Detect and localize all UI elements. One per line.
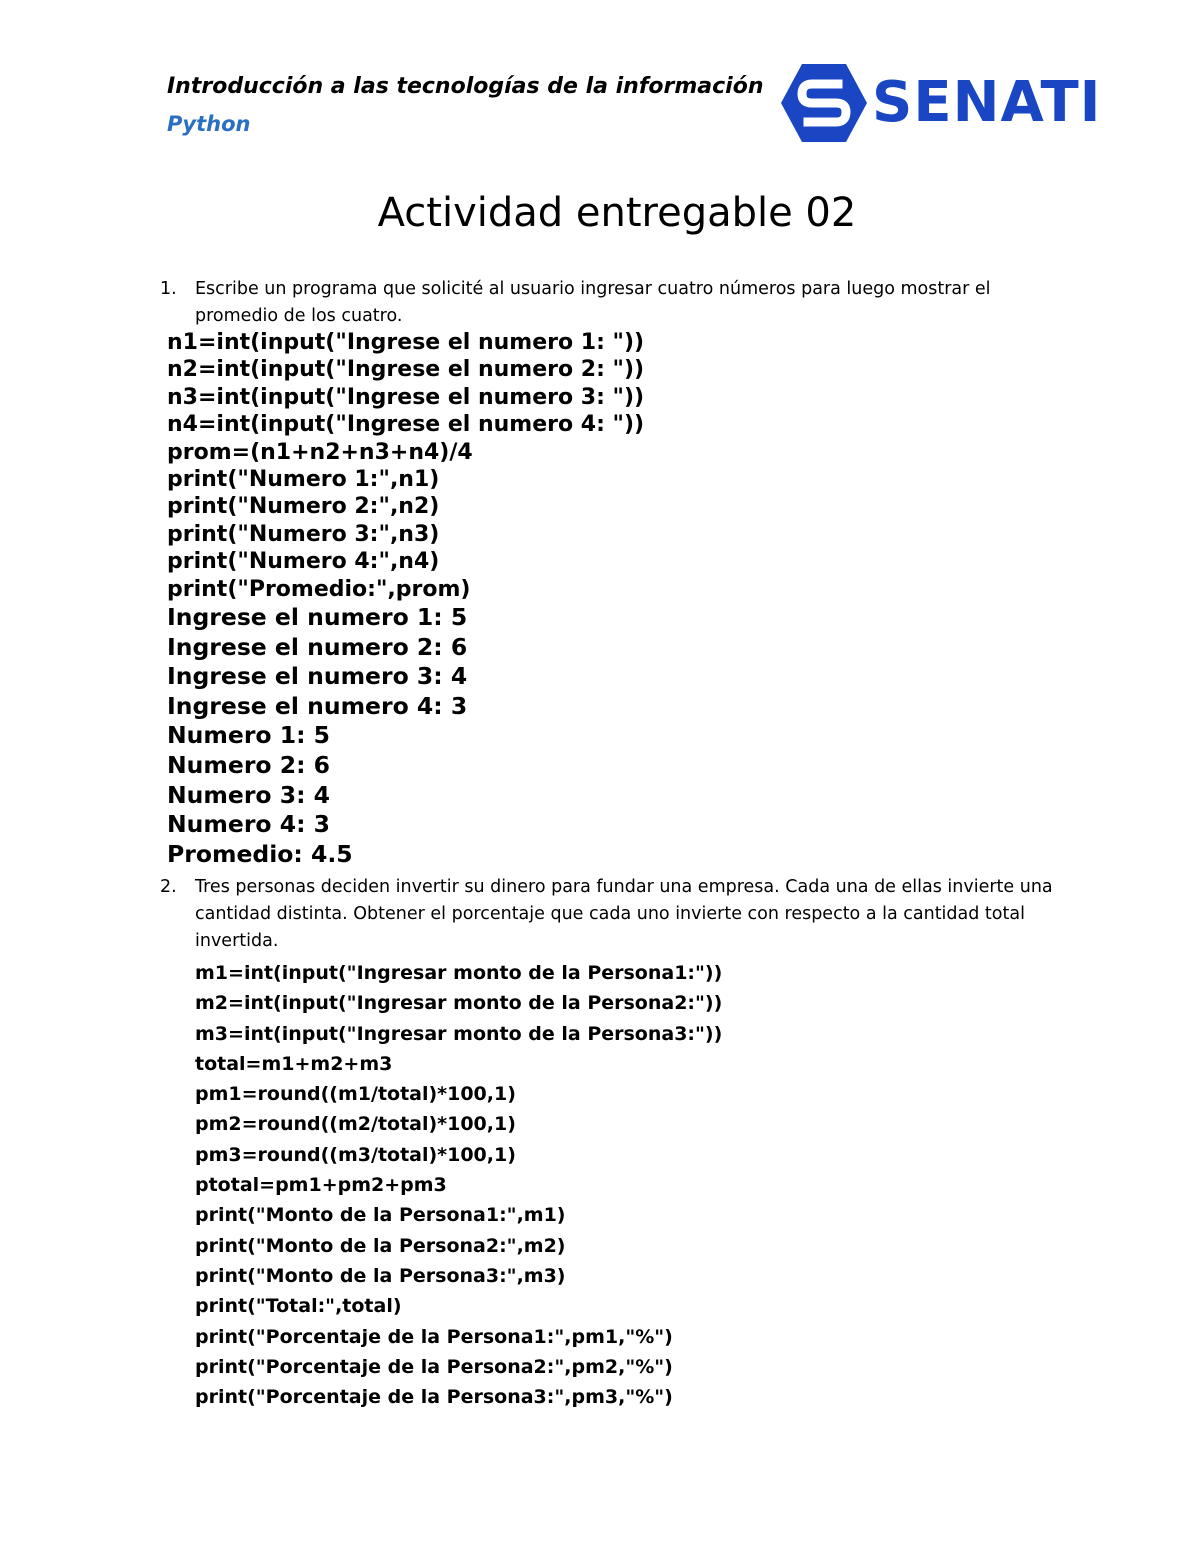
code-line: print("Monto de la Persona1:",m1) bbox=[195, 1204, 566, 1227]
code-line: n4=int(input("Ingrese el numero 4: ")) bbox=[167, 412, 645, 438]
code-line: m1=int(input("Ingresar monto de la Persona1:")) bbox=[195, 962, 723, 984]
output-line: Numero 1: 5 bbox=[167, 721, 331, 750]
course-subject: Python bbox=[167, 112, 251, 136]
code-line: m2=int(input("Ingresar monto de la Persona2:")) bbox=[195, 992, 723, 1015]
course-title: Introducción a las tecnologías de la información bbox=[167, 74, 764, 99]
senati-logo bbox=[780, 62, 1102, 144]
code-line: print("Monto de la Persona2:",m2) bbox=[195, 1234, 566, 1257]
code-line: print("Promedio:",prom) bbox=[167, 576, 471, 602]
output-line: Numero 3: 4 bbox=[167, 780, 331, 809]
code-line: print("Porcentaje de la Persona3:",pm3,"%") bbox=[195, 1386, 673, 1409]
code-line: n3=int(input("Ingrese el numero 3: ")) bbox=[167, 384, 645, 410]
code-line: pm1=round((m1/total)*100,1) bbox=[195, 1083, 516, 1106]
code-line: n1=int(input("Ingrese el numero 1: ")) bbox=[167, 330, 645, 355]
code-line: print("Total:",total) bbox=[195, 1295, 402, 1318]
question-text: Tres personas deciden invertir su dinero para fundar una empresa. Cada una de ellas invierte una cantidad distinta. Obtener el porcentaje que cada uno invierte con respecto a la cantidad total invertida. bbox=[195, 877, 1053, 951]
senati-emblem-icon bbox=[780, 62, 868, 144]
output-line: Promedio: 4.5 bbox=[167, 839, 353, 868]
question-number: 2. bbox=[160, 877, 177, 897]
code-block-1 bbox=[167, 329, 644, 603]
code-line: prom=(n1+n2+n3+n4)/4 bbox=[167, 439, 473, 465]
page-title: Actividad entregable 02 bbox=[377, 190, 857, 236]
output-line: Ingrese el numero 3: 4 bbox=[167, 662, 468, 691]
code-line: pm2=round((m2/total)*100,1) bbox=[195, 1113, 516, 1136]
output-line: Ingrese el numero 2: 6 bbox=[167, 632, 468, 661]
code-line: print("Monto de la Persona3:",m3) bbox=[195, 1264, 566, 1287]
code-block-2 bbox=[195, 958, 722, 1412]
question-number: 1. bbox=[160, 279, 177, 299]
logo-wordmark: SENATI bbox=[872, 70, 1102, 135]
code-line: print("Porcentaje de la Persona1:",pm1,"%") bbox=[195, 1325, 673, 1348]
code-line: total=m1+m2+m3 bbox=[195, 1052, 393, 1075]
question-text: Escribe un programa que solicité al usuario ingresar cuatro números para luego mostrar el promedio de los cuatro. bbox=[195, 279, 991, 326]
output-line: Numero 4: 3 bbox=[167, 810, 331, 839]
code-line: print("Porcentaje de la Persona2:",pm2,"%") bbox=[195, 1355, 673, 1378]
code-line: print("Numero 3:",n3) bbox=[167, 521, 440, 547]
code-line: print("Numero 2:",n2) bbox=[167, 494, 440, 520]
output-line: Numero 2: 6 bbox=[167, 750, 331, 779]
output-line: Ingrese el numero 4: 3 bbox=[167, 691, 468, 720]
code-line: n2=int(input("Ingrese el numero 2: ")) bbox=[167, 357, 645, 383]
program-output-1 bbox=[167, 603, 467, 869]
code-line: m3=int(input("Ingresar monto de la Persona3:")) bbox=[195, 1022, 723, 1045]
code-line: print("Numero 4:",n4) bbox=[167, 549, 440, 575]
code-line: pm3=round((m3/total)*100,1) bbox=[195, 1143, 516, 1166]
code-line: print("Numero 1:",n1) bbox=[167, 467, 440, 493]
code-line: ptotal=pm1+pm2+pm3 bbox=[195, 1174, 447, 1197]
output-line: Ingrese el numero 1: 5 bbox=[167, 603, 468, 631]
